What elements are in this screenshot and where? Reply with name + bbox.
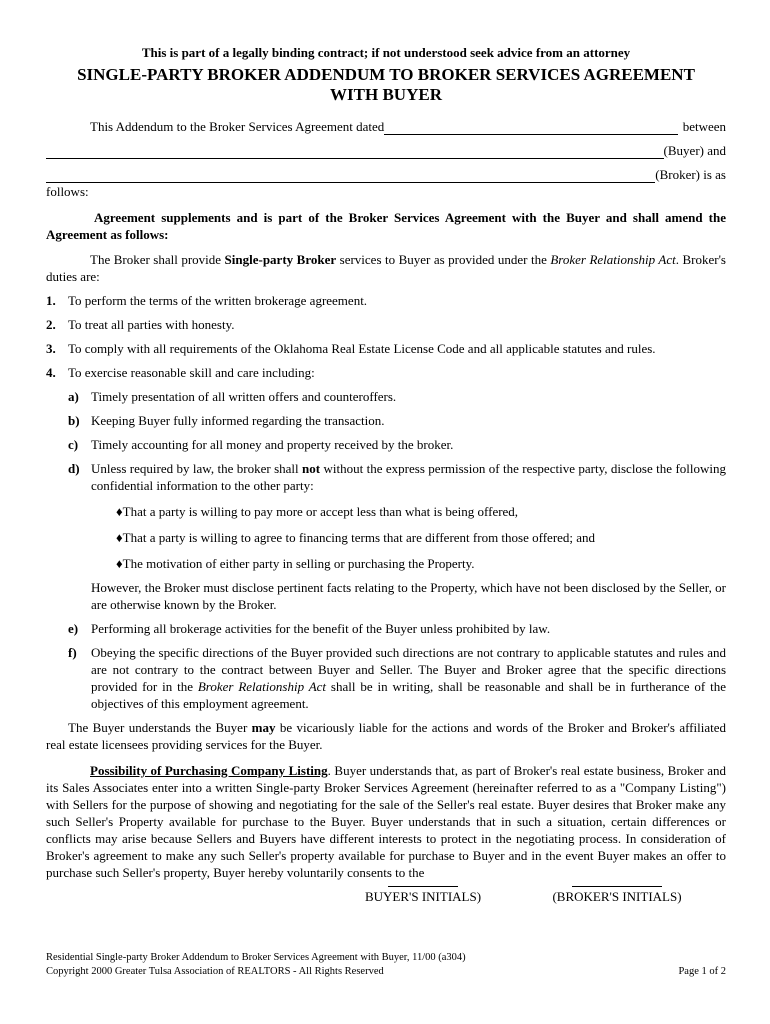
buyer-name-field[interactable]	[46, 146, 664, 159]
sub-duty-label: e)	[68, 621, 79, 636]
sub-duty-label: b)	[68, 413, 80, 428]
duty-1	[46, 292, 726, 309]
sub-duty-label: c)	[68, 437, 79, 452]
liability-paragraph	[46, 719, 726, 753]
diamond-icon: ♦	[116, 504, 123, 519]
company-listing-paragraph	[46, 762, 726, 881]
sub-duty-d	[68, 460, 726, 494]
duty-4	[46, 364, 726, 381]
legal-notice: This is part of a legally binding contract; if not understood seek advice from an attorney	[141, 45, 631, 60]
duty-text: To comply with all requirements of the Oklahoma Real Estate License Code and all applicable statutes and rules.	[68, 341, 656, 356]
duty-text: To treat all parties with honesty.	[68, 317, 235, 332]
footer-copyright: Copyright 2000 Greater Tulsa Association of REALTORS - All Rights Reserved	[46, 966, 384, 977]
broker-row	[46, 166, 726, 183]
sub-duty-text	[91, 460, 726, 494]
duty-text: To exercise reasonable skill and care including:	[68, 365, 315, 380]
company-listing-text: . Buyer understands that, as part of Broker's real estate business, Broker and its Sales Associates enter into a written Single-party Broker Services Agreement (hereinafter referred to as a "Company Listing") with Sellers for the purpose of showing and negotiating for the sale of the Seller's real estate. Buyer desires that Broker make any such Seller's Property available for purchase to the Buyer. Buyer understands that in such a situation, certain differences or conflicts may arise because Sellers and Buyers have different interests to protect in the negotiating process. In consideration of Broker's agreement to make any such Seller's property available for purchase to Buyer and in the event Buyer makes an offer to purchase such Seller's property, Buyer hereby voluntarily consents to the	[46, 763, 726, 880]
duty-3	[46, 340, 726, 357]
diamond-icon: ♦	[116, 556, 123, 571]
sub-duty-label: f)	[68, 645, 77, 660]
sub-duty-f-post: shall be in writing, shall be reasonable and shall be in furtherance of the objectives of this employment agreement.	[91, 679, 726, 711]
duty-number: 1.	[46, 293, 56, 308]
sub-duty-f	[68, 644, 726, 712]
bullet-item	[116, 503, 726, 520]
follows-label: follows:	[46, 184, 89, 199]
disclosure-paragraph: However, the Broker must disclose pertinent facts relating to the Property, which have not been disclosed by the Seller, or are otherwise known by the Broker.	[91, 580, 726, 612]
sub-duty-c	[68, 436, 726, 453]
company-listing-heading: Possibility of Purchasing Company Listing	[90, 763, 328, 778]
liability-post: be vicariously liable for the actions and words of the Broker and Broker's affiliated real estate licensees providing services for the Buyer.	[46, 720, 726, 752]
duty-number: 3.	[46, 341, 56, 356]
liability-bold: may	[251, 720, 276, 735]
bullet-text: The motivation of either party in selling or purchasing the Property.	[122, 556, 475, 571]
bullet-text: That a party is willing to pay more or accept less than what is being offered,	[122, 504, 519, 519]
broker-label: (Broker) is as	[655, 167, 726, 182]
sub-duty-label: d)	[68, 461, 80, 476]
title-line-2: WITH BUYER	[330, 85, 442, 104]
bullet-item	[116, 555, 726, 572]
liability-pre: The Buyer understands the Buyer	[68, 720, 252, 735]
sub-duty-e	[68, 620, 726, 637]
supplement-paragraph: Agreement supplements and is part of the Broker Services Agreement with the Buyer and shall amend the Agreement as follows:	[46, 210, 726, 242]
sub-duty-a	[68, 388, 726, 405]
sub-duty-d-pre: Unless required by law, the broker shall	[91, 461, 303, 476]
page-footer	[46, 951, 726, 979]
broker-name-field[interactable]	[46, 170, 655, 183]
services-text-1: The Broker shall provide	[90, 252, 225, 267]
bullet-item	[116, 529, 726, 546]
sub-duty-d-bold: not	[302, 461, 321, 476]
sub-duty-f-pre: Obeying the specific directions of the Buyer provided such directions are not contrary to applicable statutes and rules and are not contrary to the contract between Buyer and Seller. The Buyer and Broker agree that the specific directions provided for in the	[91, 645, 726, 694]
footer-form-name: Residential Single-party Broker Addendum to Broker Services Agreement with Buyer, 11/00 (a304)	[46, 952, 466, 963]
sub-duty-text: Timely presentation of all written offers and counteroffers.	[91, 389, 397, 404]
document-page	[46, 44, 726, 881]
buyer-initials-label: BUYER'S INITIALS)	[364, 889, 482, 904]
sub-duty-text: Timely accounting for all money and property received by the broker.	[91, 437, 454, 452]
document-title	[46, 65, 726, 105]
diamond-icon: ♦	[116, 530, 123, 545]
dated-label: This Addendum to the Broker Services Agreement dated	[90, 119, 385, 134]
buyer-row	[46, 142, 726, 159]
broker-initials-line	[572, 886, 662, 887]
sub-duty-f-italic: Broker Relationship Act	[197, 679, 327, 694]
services-bold: Single-party Broker	[224, 252, 337, 267]
dated-row	[46, 118, 726, 135]
broker-initials-label: (BROKER'S INITIALS)	[552, 889, 682, 904]
between-label: between	[682, 119, 726, 134]
services-paragraph	[46, 251, 726, 285]
sub-duty-d-post: without the express permission of the respective party, disclose the following confidential information to the other party:	[91, 461, 726, 493]
services-italic: Broker Relationship Act	[550, 252, 676, 267]
sub-duty-text	[91, 644, 726, 712]
buyer-initials[interactable]	[358, 886, 488, 905]
date-field[interactable]	[384, 122, 677, 135]
services-text-2: services to Buyer as provided under the	[336, 252, 551, 267]
sub-duty-text: Keeping Buyer fully informed regarding the transaction.	[91, 413, 385, 428]
duty-2	[46, 316, 726, 333]
sub-duty-b	[68, 412, 726, 429]
page-number: Page 1 of 2	[678, 966, 726, 977]
buyer-initials-line	[388, 886, 458, 887]
services-text-3: . Broker's duties are:	[46, 252, 726, 284]
bullet-text: That a party is willing to agree to financing terms that are different from those offered; and	[122, 530, 596, 545]
sub-duty-text: Performing all brokerage activities for the benefit of the Buyer unless prohibited by law.	[91, 621, 551, 636]
buyer-label: (Buyer) and	[663, 143, 726, 158]
duty-text: To perform the terms of the written brokerage agreement.	[68, 293, 368, 308]
duty-number: 2.	[46, 317, 56, 332]
duty-number: 4.	[46, 365, 56, 380]
title-line-1: SINGLE-PARTY BROKER ADDENDUM TO BROKER SERVICES AGREEMENT	[77, 65, 695, 84]
broker-initials[interactable]	[542, 886, 692, 905]
sub-duty-label: a)	[68, 389, 79, 404]
